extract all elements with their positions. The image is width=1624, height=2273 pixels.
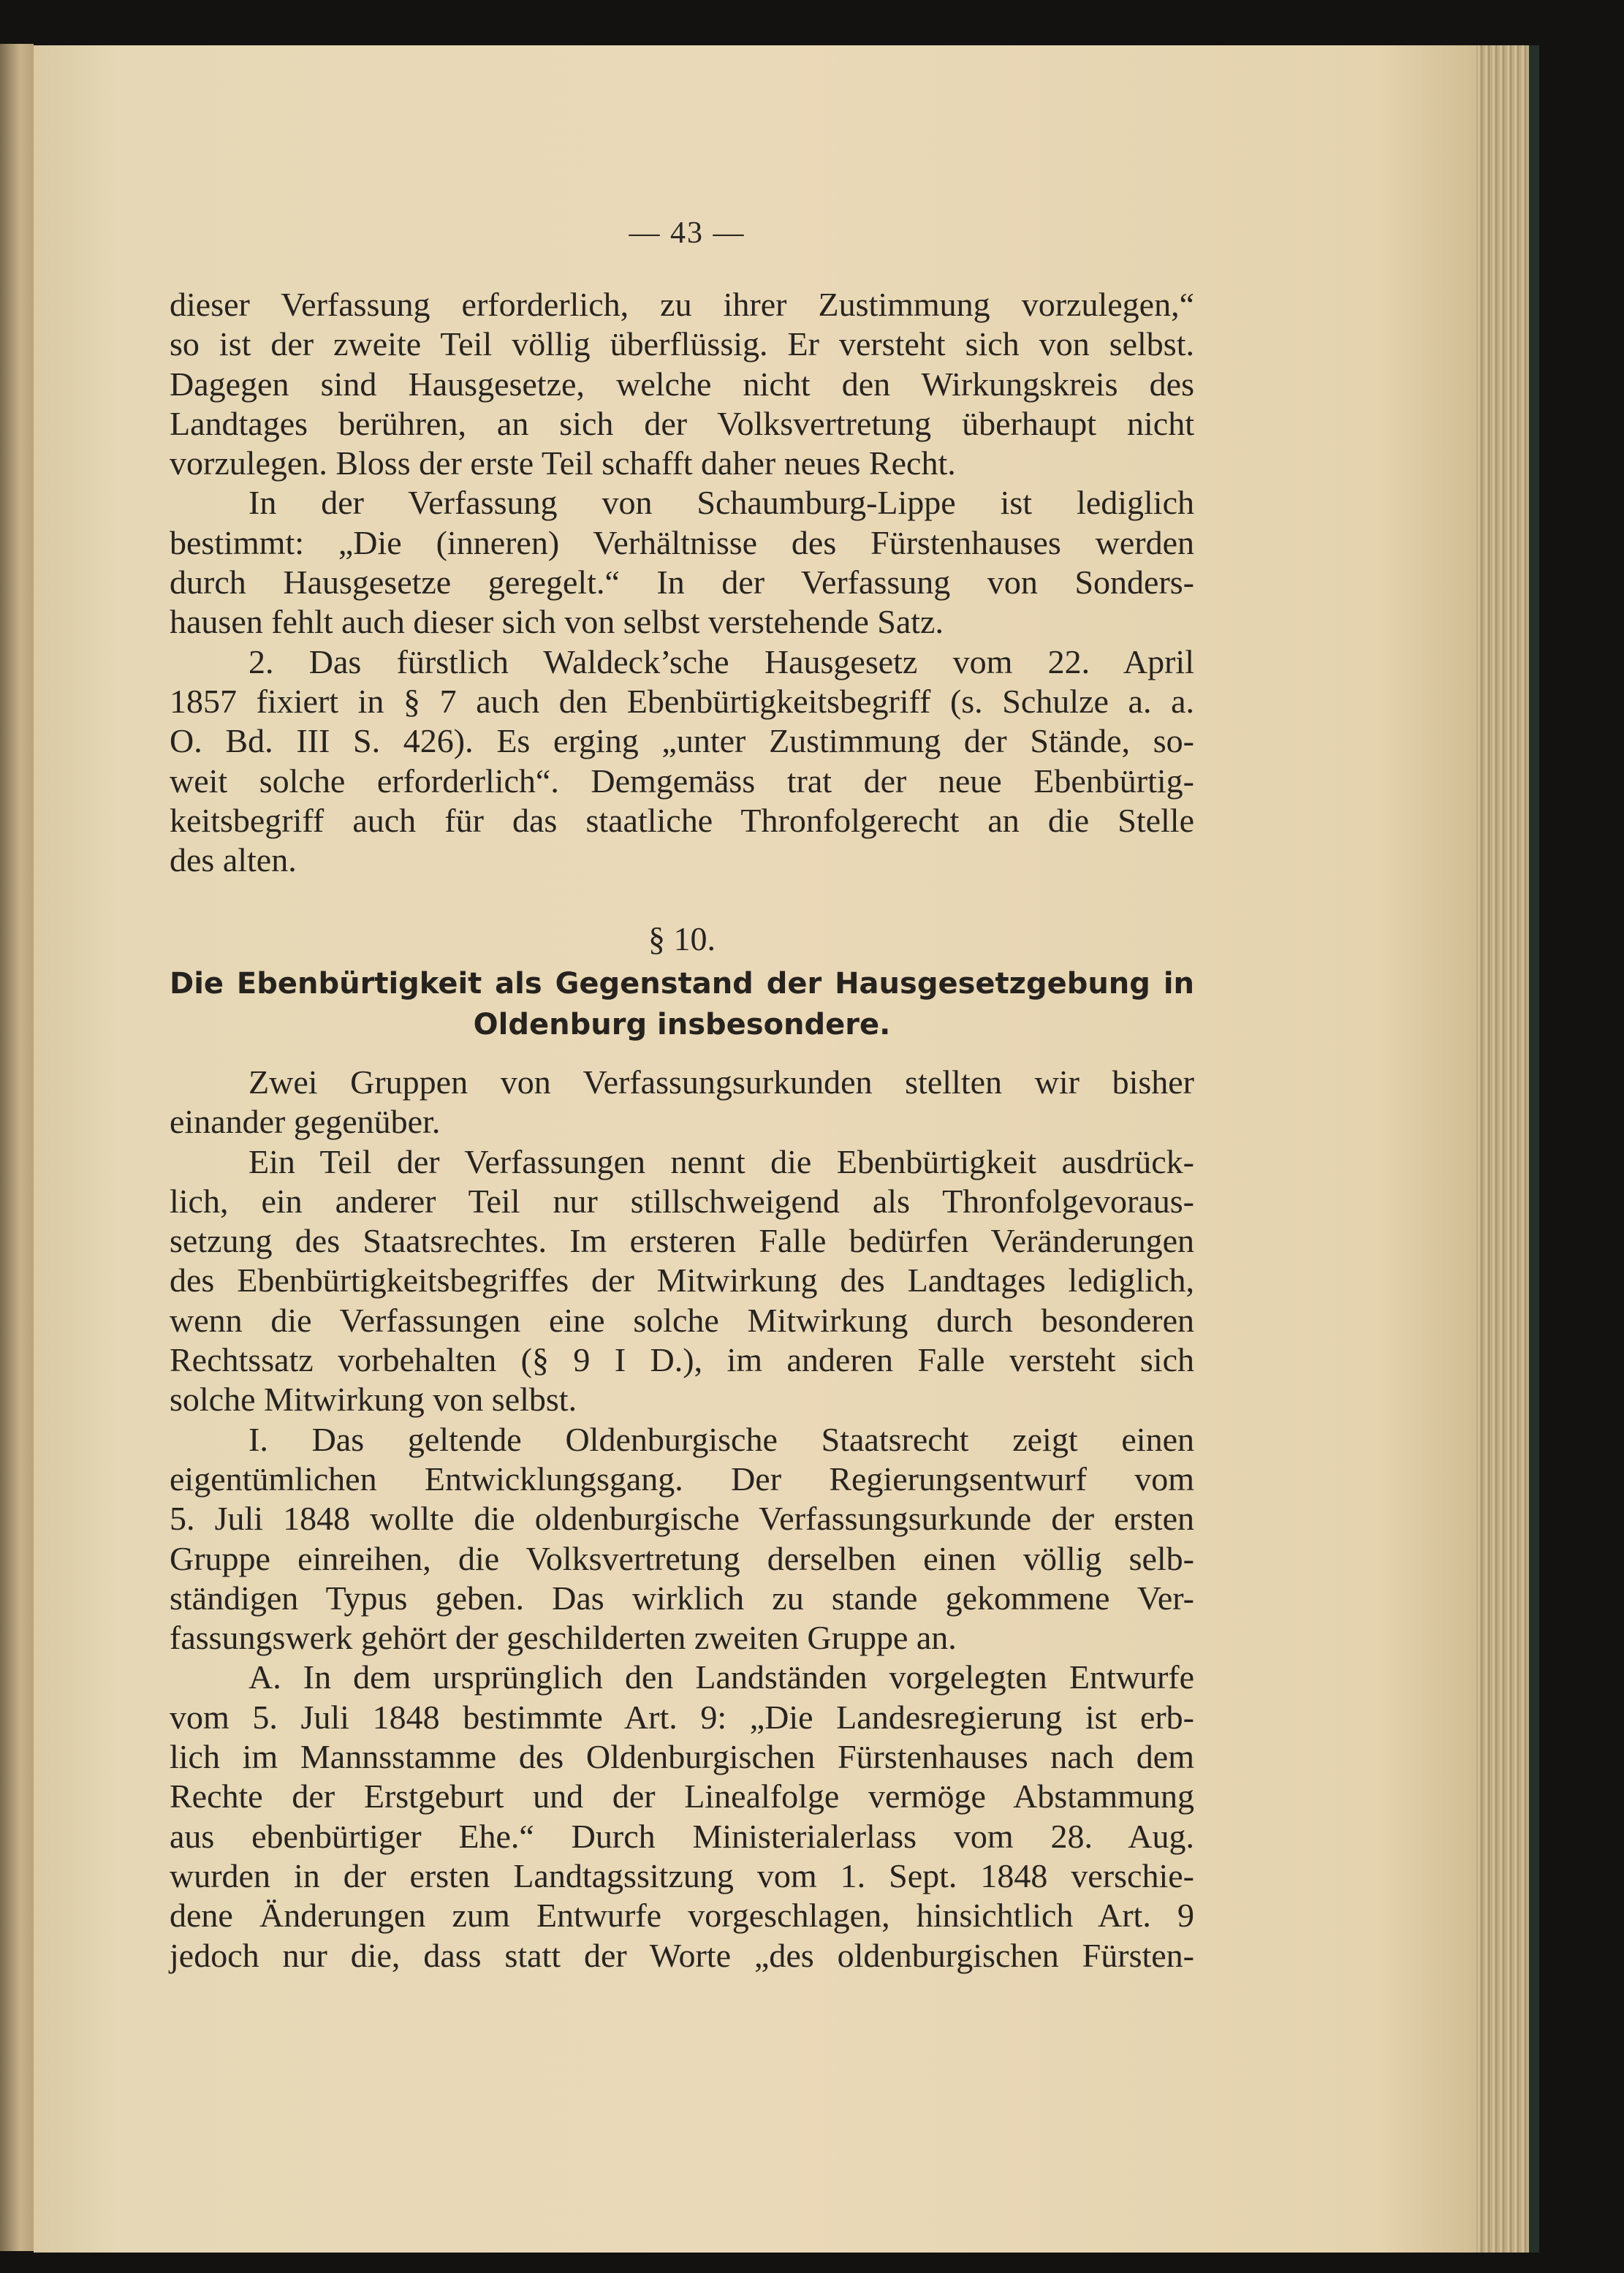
section-title-line: Oldenburg insbesondere. — [473, 1008, 891, 1041]
text-line: ständigen Typus geben. Das wirklich zu stande gekommene Ver- — [170, 1579, 1194, 1617]
text-line: hausen fehlt auch dieser sich von selbst verstehende Satz. — [170, 603, 944, 641]
text-line: O. Bd. III S. 426). Es erging „unter Zustimmung der Stände, so- — [170, 722, 1194, 760]
text-line: Zwei Gruppen von Verfassungsurkunden stellten wir bisher — [248, 1063, 1194, 1101]
text-line: vom 5. Juli 1848 bestimmte Art. 9: „Die Landesregierung ist erb- — [170, 1698, 1194, 1736]
section-title — [170, 963, 1194, 1045]
page-stack-edges — [1476, 45, 1535, 2253]
text-line: dene Änderungen zum Entwurfe vorgeschlagen, hinsichtlich Art. 9 — [170, 1897, 1194, 1935]
text-line: bestimmt: „Die (inneren) Verhältnisse des Fürstenhauses werden — [170, 523, 1194, 561]
text-line: Ein Teil der Verfassungen nennt die Ebenbürtigkeit ausdrück- — [248, 1142, 1194, 1180]
text-line: setzung des Staatsrechtes. Im ersteren Falle bedürfen Veränderungen — [170, 1222, 1194, 1260]
text-line: lich im Mannsstamme des Oldenburgischen Fürstenhauses nach dem — [170, 1738, 1194, 1776]
text-line: dieser Verfassung erforderlich, zu ihrer Zustimmung vorzulegen,“ — [170, 286, 1194, 323]
previous-page-edge — [0, 44, 34, 2251]
section-number: § 10. — [648, 920, 716, 957]
text-line: weit solche erforderlich“. Demgemäss trat der neue Ebenbürtig- — [170, 762, 1194, 800]
text-line: 2. Das fürstlich Waldeck’sche Hausgesetz vom 22. April — [248, 642, 1194, 680]
text-line: jedoch nur die, dass statt der Worte „des oldenburgischen Fürsten- — [170, 1936, 1194, 1974]
text-line: wurden in der ersten Landtagssitzung vom 1. Sept. 1848 verschie- — [170, 1856, 1194, 1894]
text-line: des Ebenbürtigkeitsbegriffes der Mitwirkung des Landtages lediglich, — [170, 1261, 1194, 1299]
text-line: durch Hausgesetze geregelt.“ In der Verfassung von Sonders- — [170, 563, 1194, 602]
text-line: 1857 fixiert in § 7 auch den Ebenbürtigkeitsbegriff (s. Schulze a. a. — [170, 682, 1194, 720]
body-text-bottom — [170, 1063, 1194, 1976]
text-line: A. In dem ursprünglich den Landständen vorgelegten Entwurfe — [248, 1658, 1194, 1696]
text-line: Gruppe einreihen, die Volksvertretung derselben einen völlig selb- — [170, 1539, 1194, 1577]
text-line: 5. Juli 1848 wollte die oldenburgische Verfassungsurkunde der ersten — [170, 1500, 1194, 1538]
text-line: solche Mitwirkung von selbst. — [170, 1381, 577, 1419]
text-line: aus ebenbürtiger Ehe.“ Durch Ministerialerlass vom 28. Aug. — [170, 1817, 1194, 1855]
section-title-line: Die Ebenbürtigkeit als Gegenstand der Hausgesetzgebung in — [170, 967, 1194, 1001]
text-line: wenn die Verfassungen eine solche Mitwirkung durch besonderen — [170, 1301, 1194, 1339]
text-line: fassungswerk gehört der geschilderten zweiten Gruppe an. — [170, 1619, 957, 1657]
text-line: Rechtssatz vorbehalten (§ 9 I D.), im anderen Falle versteht sich — [170, 1341, 1194, 1379]
text-line: so ist der zweite Teil völlig überflüssig. Er versteht sich von selbst. — [170, 325, 1194, 363]
text-line: Landtages berühren, an sich der Volksvertretung überhaupt nicht — [170, 404, 1194, 442]
text-line: einander gegenüber. — [170, 1103, 441, 1141]
page-number: — 43 — — [629, 216, 745, 250]
text-line: lich, ein anderer Teil nur stillschweigend als Thronfolgevoraus- — [170, 1182, 1194, 1220]
text-line: des alten. — [170, 841, 297, 879]
book-cover-edge — [1529, 45, 1539, 2253]
text-line: keitsbegriff auch für das staatliche Thronfolgerecht an die Stelle — [170, 801, 1194, 839]
text-line: vorzulegen. Bloss der erste Teil schafft daher neues Recht. — [170, 444, 956, 482]
text-line: In der Verfassung von Schaumburg-Lippe ist lediglich — [248, 484, 1194, 522]
body-text-top — [170, 285, 1194, 880]
text-line: I. Das geltende Oldenburgische Staatsrecht zeigt einen — [248, 1420, 1194, 1458]
text-line: Rechte der Erstgeburt und der Linealfolge vermöge Abstammung — [170, 1777, 1194, 1815]
text-line: Dagegen sind Hausgesetze, welche nicht den Wirkungskreis des — [170, 365, 1194, 403]
text-line: eigentümlichen Entwicklungsgang. Der Regierungsentwurf vom — [170, 1460, 1194, 1498]
